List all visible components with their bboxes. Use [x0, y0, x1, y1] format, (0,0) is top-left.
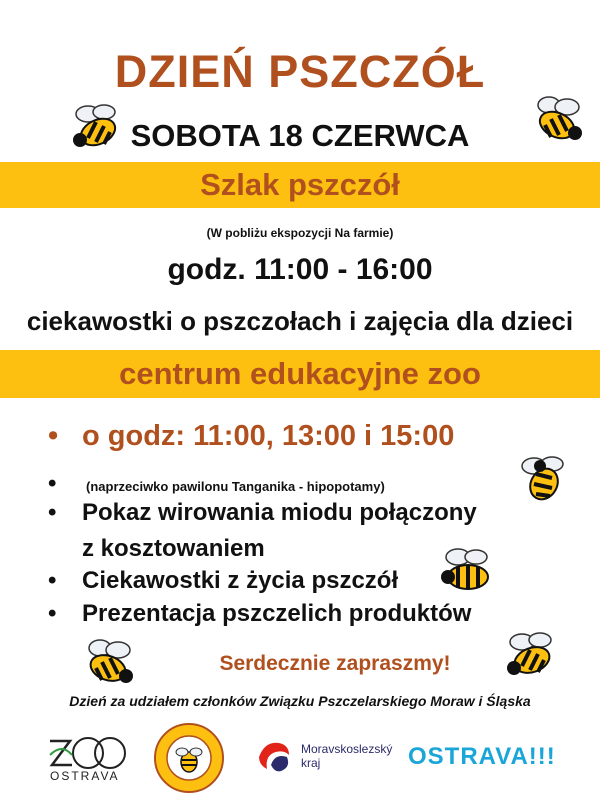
region-name-line2: kraj: [301, 756, 321, 770]
trail-title: Szlak pszczół: [200, 167, 400, 202]
zoo-ostrava-logo: [44, 733, 134, 785]
invitation-text: Serdecznie zapraszmy!: [219, 652, 451, 675]
list-item-honey-demo: [48, 499, 477, 527]
bee-icon: [436, 545, 500, 597]
location-text: (naprzeciwko pawilonu Tanganika - hipopotamy): [86, 479, 385, 495]
times-text: o godz: 11:00, 13:00 i 15:00: [82, 420, 455, 452]
education-title: centrum edukacyjne zoo: [119, 356, 481, 391]
honey-demo-continuation: z kosztowaniem: [82, 535, 265, 562]
education-banner: [0, 350, 600, 398]
event-date: SOBOTA 18 CZERWCA: [130, 118, 470, 153]
location-note: (W pobliżu ekspozycji Na farmie): [206, 226, 394, 240]
moravian-silesian-region-logo: [255, 735, 405, 779]
bullet-marker: •: [48, 600, 57, 627]
bee-icon: [512, 452, 576, 504]
honey-demo-text: Pokaz wirowania miodu połączony: [82, 499, 477, 526]
footer-note: Dzień za udziałem członków Związku Pszczelarskiego Moraw i Śląska: [69, 693, 531, 709]
zoo-city-label: OSTRAVA: [50, 769, 120, 783]
trail-banner: [0, 162, 600, 208]
beekeepers-logo: [153, 722, 225, 794]
region-name-line1: Moravskoslezský: [301, 742, 393, 756]
facts-text: Ciekawostki z życia pszczół: [82, 567, 399, 594]
list-item-facts: [48, 567, 398, 595]
page-title: DZIEŃ PSZCZÓŁ: [114, 46, 486, 97]
list-item-times: [48, 420, 454, 453]
bullet-marker: •: [48, 567, 57, 594]
beekeepers-seal-icon: [153, 722, 225, 794]
activities-subtitle: ciekawostki o pszczołach i zajęcia dla dzieci: [26, 306, 574, 336]
region-emblem-icon: [255, 735, 295, 775]
opening-hours: godz. 11:00 - 16:00: [167, 253, 433, 286]
list-item-location: [48, 470, 385, 498]
list-item-products: [48, 600, 471, 628]
ostrava-city-logo: OSTRAVA!!!: [408, 743, 556, 770]
bullet-marker: •: [48, 420, 59, 452]
bullet-marker: •: [48, 470, 57, 497]
bullet-marker: •: [48, 499, 57, 526]
products-text: Prezentacja pszczelich produktów: [82, 600, 472, 627]
